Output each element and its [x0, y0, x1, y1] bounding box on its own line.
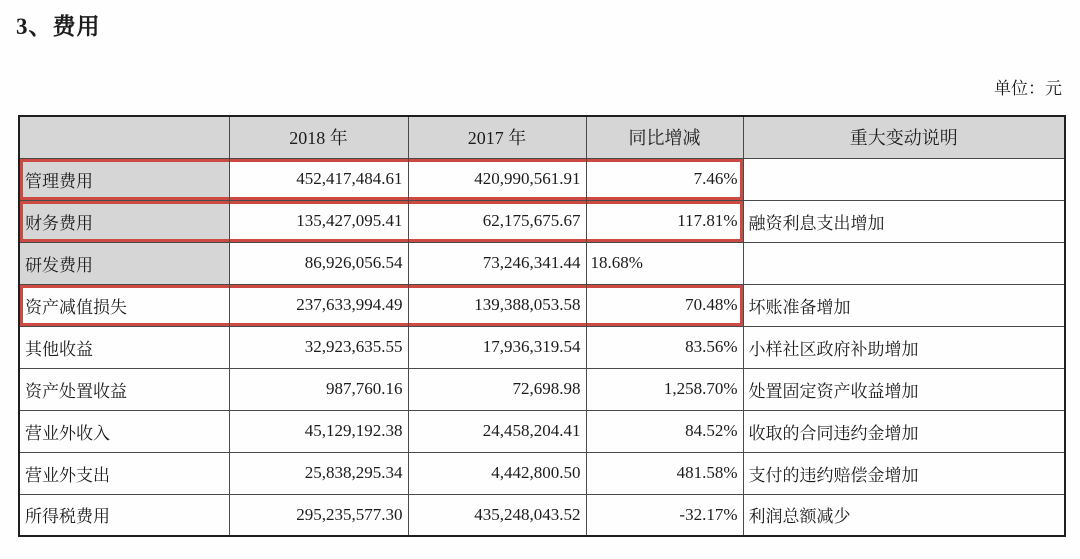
change-note [743, 158, 1065, 200]
table-body [19, 158, 1065, 536]
unit-label: 单位：元 [994, 79, 1062, 98]
table-row [19, 326, 1065, 368]
value-2018: 86,926,056.54 [229, 242, 408, 284]
value-2017: 139,388,053.58 [408, 284, 586, 326]
value-2018: 32,923,635.55 [229, 326, 408, 368]
change-percent: 481.58% [586, 452, 743, 494]
value-2017: 435,248,043.52 [408, 494, 586, 536]
table-row [19, 410, 1065, 452]
change-note: 收取的合同违约金增加 [743, 410, 1065, 452]
column-header-2018: 2018 年 [229, 116, 408, 158]
table-header-row [19, 116, 1065, 158]
change-percent: 1,258.70% [586, 368, 743, 410]
change-percent: 83.56% [586, 326, 743, 368]
value-2017: 72,698.98 [408, 368, 586, 410]
row-label: 营业外收入 [19, 410, 229, 452]
section-title: 3、费用 [16, 14, 101, 39]
value-2018: 45,129,192.38 [229, 410, 408, 452]
row-label: 资产减值损失 [19, 284, 229, 326]
change-note: 坏账准备增加 [743, 284, 1065, 326]
table-row [19, 200, 1065, 242]
value-2018: 452,417,484.61 [229, 158, 408, 200]
row-label: 管理费用 [19, 158, 229, 200]
value-2017: 73,246,341.44 [408, 242, 586, 284]
table-row [19, 284, 1065, 326]
row-label: 所得税费用 [19, 494, 229, 536]
table-row [19, 242, 1065, 284]
value-2017: 62,175,675.67 [408, 200, 586, 242]
column-header-item [19, 116, 229, 158]
row-label: 资产处置收益 [19, 368, 229, 410]
change-note [743, 242, 1065, 284]
expenses-table [18, 115, 1066, 537]
value-2018: 987,760.16 [229, 368, 408, 410]
table-row [19, 452, 1065, 494]
value-2018: 25,838,295.34 [229, 452, 408, 494]
column-header-2017: 2017 年 [408, 116, 586, 158]
change-note: 支付的违约赔偿金增加 [743, 452, 1065, 494]
value-2017: 4,442,800.50 [408, 452, 586, 494]
value-2018: 295,235,577.30 [229, 494, 408, 536]
change-percent: -32.17% [586, 494, 743, 536]
change-percent: 117.81% [586, 200, 743, 242]
change-note: 融资利息支出增加 [743, 200, 1065, 242]
column-header-change: 同比增减 [586, 116, 743, 158]
change-percent: 18.68% [586, 242, 743, 284]
value-2018: 237,633,994.49 [229, 284, 408, 326]
row-label: 其他收益 [19, 326, 229, 368]
change-percent: 70.48% [586, 284, 743, 326]
change-note: 小样社区政府补助增加 [743, 326, 1065, 368]
change-percent: 84.52% [586, 410, 743, 452]
change-percent: 7.46% [586, 158, 743, 200]
table-row [19, 368, 1065, 410]
row-label: 财务费用 [19, 200, 229, 242]
row-label: 营业外支出 [19, 452, 229, 494]
column-header-note: 重大变动说明 [743, 116, 1065, 158]
value-2017: 17,936,319.54 [408, 326, 586, 368]
row-label: 研发费用 [19, 242, 229, 284]
change-note: 利润总额减少 [743, 494, 1065, 536]
value-2017: 24,458,204.41 [408, 410, 586, 452]
table-row [19, 158, 1065, 200]
change-note: 处置固定资产收益增加 [743, 368, 1065, 410]
value-2017: 420,990,561.91 [408, 158, 586, 200]
value-2018: 135,427,095.41 [229, 200, 408, 242]
table-row [19, 494, 1065, 536]
